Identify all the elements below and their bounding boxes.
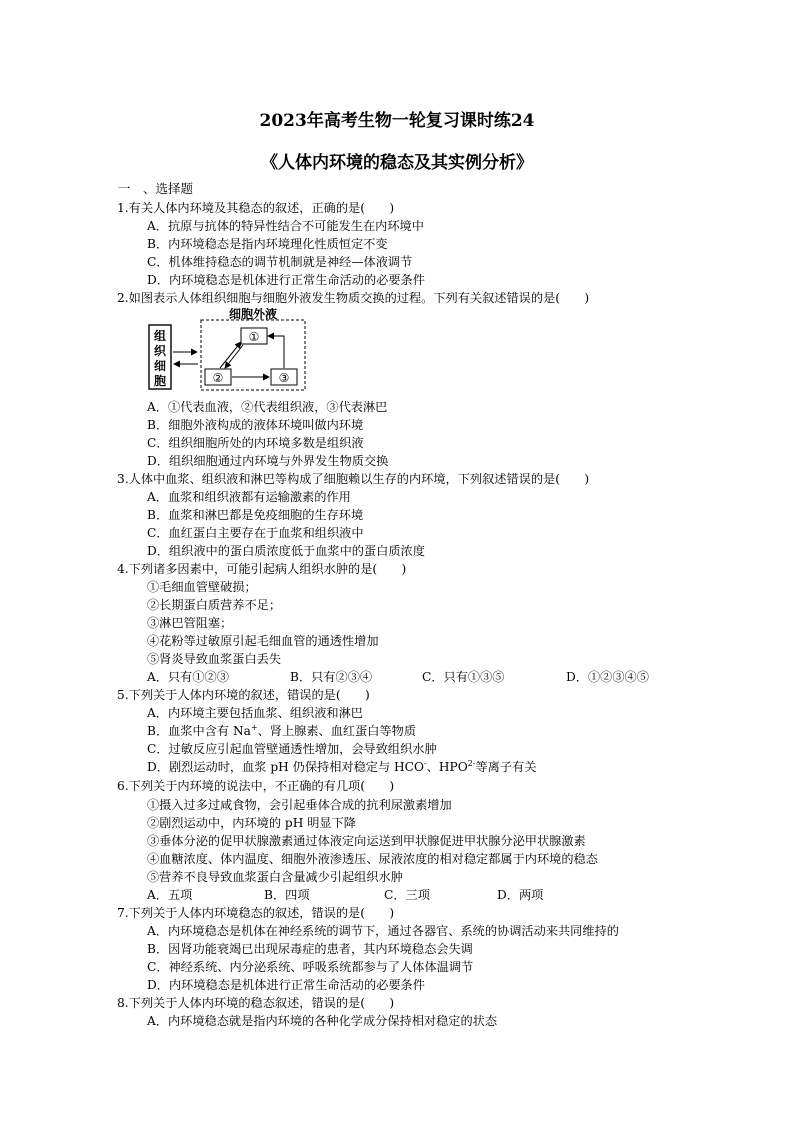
question-5-option-d xyxy=(147,758,536,776)
question-4-option-d: D．①②③④⑤ xyxy=(566,670,649,684)
cell-char-1: 组 xyxy=(153,329,167,343)
question-5-option-c: C．过敏反应引起血管壁通透性增加，会导致组织水肿 xyxy=(147,742,437,756)
question-6-option-b: B．四项 xyxy=(264,888,310,902)
question-3-option-d: D．组织液中的蛋白质浓度低于血浆中的蛋白质浓度 xyxy=(147,544,425,558)
section-heading: 一 、选择题 xyxy=(118,181,194,196)
document-title: 2023年高考生物一轮复习课时练24 xyxy=(259,111,535,131)
question-6-option-a: A．五项 xyxy=(147,888,193,902)
question-6-option-c: C．三项 xyxy=(384,888,430,902)
question-8-option-a: A．内环境稳态就是指内环境的各种化学成分保持相对稳定的状态 xyxy=(147,1014,498,1028)
question-5-option-b-text-2: 、肾上腺素、血红蛋白等物质 xyxy=(257,724,417,738)
arrow-3-to-1 xyxy=(268,336,284,368)
extracellular-fluid-label: 细胞外液 xyxy=(228,308,278,321)
question-4-item-1: ①毛细血管壁破损； xyxy=(147,580,257,594)
question-4-item-5: ⑤肾炎导致血浆蛋白丢失 xyxy=(147,652,282,666)
question-4-item-4: ④花粉等过敏原引起毛细血管的通透性增加 xyxy=(147,634,379,648)
question-8-stem: 8.下列关于人体内环境的稳态叙述，错误的是( ) xyxy=(117,996,395,1010)
question-5-option-d-superscript-1: - xyxy=(423,758,427,768)
question-6-item-3: ③垂体分泌的促甲状腺激素通过体液定向运送到甲状腺促进甲状腺分泌甲状腺激素 xyxy=(147,834,586,848)
node-3-label: ③ xyxy=(278,371,290,385)
question-5-option-a: A．内环境主要包括血浆、组织液和淋巴 xyxy=(147,706,363,720)
question-2-option-d: D．组织细胞通过内环境与外界发生物质交换 xyxy=(147,454,389,468)
question-5-option-b-text-1: B．血浆中含有 Na xyxy=(147,724,251,738)
question-2-option-a: A．①代表血液，②代表组织液，③代表淋巴 xyxy=(147,400,388,414)
question-1-option-d: D．内环境稳态是机体进行正常生命活动的必要条件 xyxy=(147,273,425,287)
question-5-option-d-text-2: 、HPO xyxy=(426,760,468,774)
question-7-option-d: D．内环境稳态是机体进行正常生命活动的必要条件 xyxy=(147,978,425,992)
cell-char-2: 织 xyxy=(153,344,167,358)
question-4-option-c: C．只有①③⑤ xyxy=(422,670,505,684)
question-5-option-d-superscript-2: 2- xyxy=(467,758,476,768)
node-1-label: ① xyxy=(248,330,260,344)
question-7-stem: 7.下列关于人体内环境稳态的叙述，错误的是( ) xyxy=(117,906,395,920)
question-7-option-c: C．神经系统、内分泌系统、呼吸系统都参与了人体体温调节 xyxy=(147,960,474,974)
question-2-option-c: C．组织细胞所处的内环境多数是组织液 xyxy=(147,436,364,450)
fluid-exchange-diagram xyxy=(148,308,308,392)
question-5-option-b-superscript: + xyxy=(250,722,258,732)
question-2-stem: 2.如图表示人体组织细胞与细胞外液发生物质交换的过程。下列有关叙述错误的是( ) xyxy=(117,291,590,305)
question-6-item-4: ④血糖浓度、体内温度、细胞外液渗透压、尿液浓度的相对稳定都属于内环境的稳态 xyxy=(147,852,598,866)
question-6-option-d: D．两项 xyxy=(497,888,544,902)
question-3-option-a: A．血浆和组织液都有运输激素的作用 xyxy=(147,490,351,504)
question-7-option-b: B．因肾功能衰竭已出现尿毒症的患者，其内环境稳态会失调 xyxy=(147,942,473,956)
question-2-option-b: B．细胞外液构成的液体环境叫做内环境 xyxy=(147,418,364,432)
cell-char-3: 细 xyxy=(153,359,167,373)
question-6-item-2: ②剧烈运动中，内环境的 pH 明显下降 xyxy=(147,816,356,830)
question-1-option-c: C．机体维持稳态的调节机制就是神经—体液调节 xyxy=(147,255,413,269)
question-3-stem: 3.人体中血浆、组织液和淋巴等构成了细胞赖以生存的内环境，下列叙述错误的是( ) xyxy=(117,472,590,486)
question-5-option-d-text-3: 等离子有关 xyxy=(475,760,537,774)
question-1-option-a: A．抗原与抗体的特异性结合不可能发生在内环境中 xyxy=(147,219,424,233)
question-1-option-b: B．内环境稳态是指内环境理化性质恒定不变 xyxy=(147,237,388,251)
question-5-option-b xyxy=(147,722,416,740)
question-3-option-c: C．血红蛋白主要存在于血浆和组织液中 xyxy=(147,526,364,540)
cell-char-4: 胞 xyxy=(153,374,167,388)
question-4-item-3: ③淋巴管阻塞； xyxy=(147,616,233,630)
question-1-stem: 1.有关人体内环境及其稳态的叙述，正确的是( ) xyxy=(117,201,395,215)
question-7-option-a: A．内环境稳态是机体在神经系统的调节下，通过各器官、系统的协调活动来共同维持的 xyxy=(147,924,619,938)
node-2-label: ② xyxy=(212,371,224,385)
question-6-item-1: ①摄入过多过咸食物，会引起垂体合成的抗利尿激素增加 xyxy=(147,798,452,812)
question-6-stem: 6.下列关于内环境的说法中，不正确的有几项( ) xyxy=(117,779,395,793)
arrow-1-to-2 xyxy=(225,345,243,368)
question-4-stem: 4.下列诸多因素中，可能引起病人组织水肿的是( ) xyxy=(117,562,407,576)
question-5-option-d-text-1: D．剧烈运动时，血浆 pH 仍保持相对稳定与 HCO xyxy=(147,760,424,774)
question-3-option-b: B．血浆和淋巴都是免疫细胞的生存环境 xyxy=(147,508,364,522)
document-subtitle: 《人体内环境的稳态及其实例分析》 xyxy=(261,153,533,173)
question-4-option-a: A．只有①②③ xyxy=(147,670,229,684)
question-4-option-b: B．只有②③④ xyxy=(290,670,373,684)
arrow-2-to-1 xyxy=(220,342,241,368)
question-4-item-2: ②长期蛋白质营养不足； xyxy=(147,598,282,612)
question-6-item-5: ⑤营养不良导致血浆蛋白含量减少引起组织水肿 xyxy=(147,870,403,884)
question-5-stem: 5.下列关于人体内环境的叙述，错误的是( ) xyxy=(117,688,370,702)
